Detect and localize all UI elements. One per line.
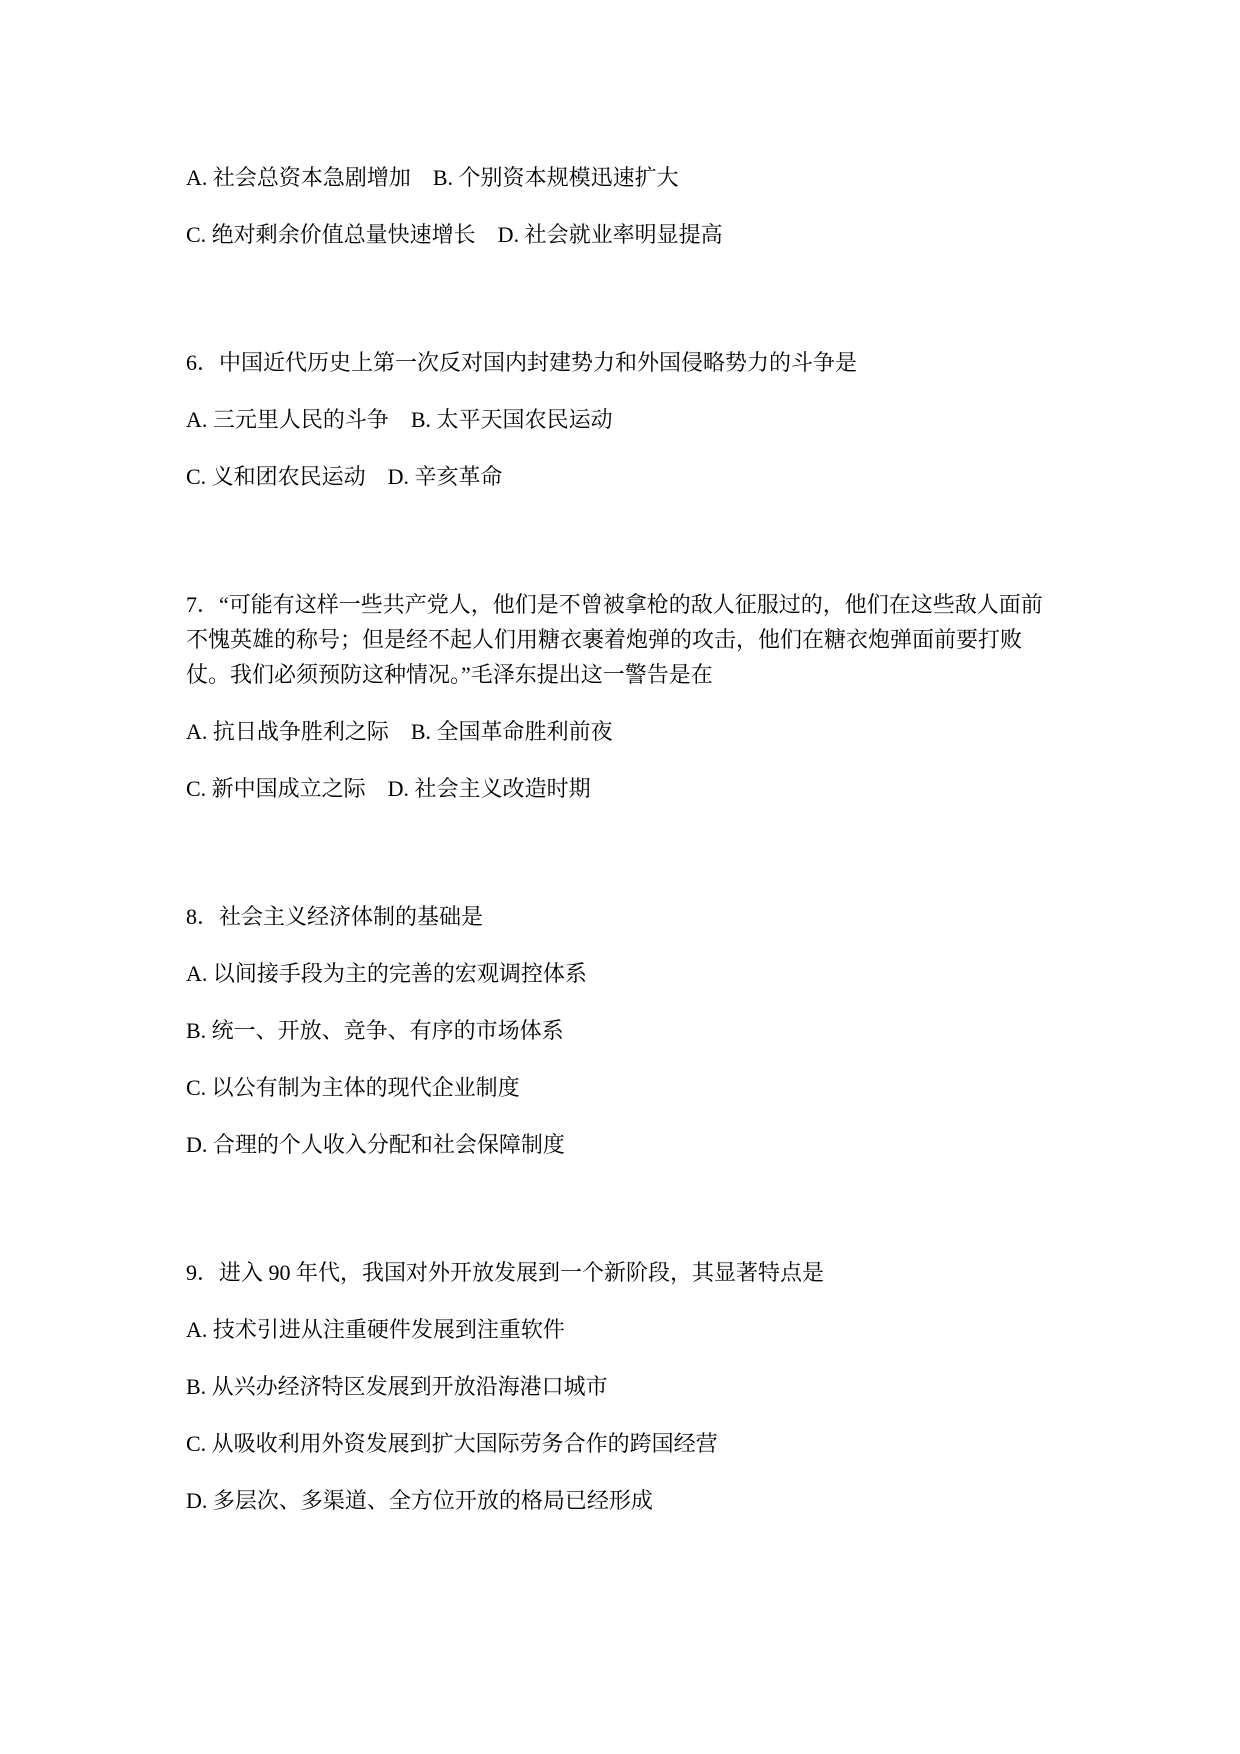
question-block-9: [186, 1255, 1060, 1518]
question-8-stem: 8．社会主义经济体制的基础是: [186, 904, 484, 929]
question-8-option-a: A. 以间接手段为主的完善的宏观调控体系: [186, 961, 587, 986]
question-9-option-a: A. 技术引进从注重硬件发展到注重软件: [186, 1317, 565, 1342]
question-9-option-c: C. 从吸收利用外资发展到扩大国际劳务合作的跨国经营: [186, 1431, 718, 1456]
question-6-option-line-ab: A. 三元里人民的斗争 B. 太平天国农民运动: [186, 407, 613, 432]
question-8-option-b: B. 统一、开放、竞争、有序的市场体系: [186, 1018, 564, 1043]
question-6-stem: 6．中国近代历史上第一次反对国内封建势力和外国侵略势力的斗争是: [186, 350, 858, 375]
question-9-stem: 9．进入 90 年代，我国对外开放发展到一个新阶段，其显著特点是: [186, 1260, 825, 1285]
question-7-stem: 7．“可能有这样一些共产党人，他们是不曾被拿枪的敌人征服过的，他们在这些敌人面前不愧英雄的称号；但是经不起人们用糖衣裹着炮弹的攻击，他们在糖衣炮弹面前要打败仗。我们必须预防这种情况。”毛泽东提出这一警告是在: [186, 592, 1043, 687]
question-9-option-b: B. 从兴办经济特区发展到开放沿海港口城市: [186, 1374, 608, 1399]
question-5-option-line-cd: C. 绝对剩余价值总量快速增长 D. 社会就业率明显提高: [186, 222, 723, 247]
question-9-option-d: D. 多层次、多渠道、全方位开放的格局已经形成: [186, 1488, 653, 1513]
question-8-option-c: C. 以公有制为主体的现代企业制度: [186, 1075, 520, 1100]
question-block-7: [186, 587, 1060, 806]
question-block-6: [186, 345, 1060, 494]
question-8-option-d: D. 合理的个人收入分配和社会保障制度: [186, 1132, 565, 1157]
question-6-option-line-cd: C. 义和团农民运动 D. 辛亥革命: [186, 464, 503, 489]
question-5-option-line-ab: A. 社会总资本急剧增加 B. 个别资本规模迅速扩大: [186, 165, 679, 190]
question-block-5-partial: [186, 160, 1060, 252]
question-7-option-line-cd: C. 新中国成立之际 D. 社会主义改造时期: [186, 776, 591, 801]
question-block-8: [186, 899, 1060, 1162]
question-7-option-line-ab: A. 抗日战争胜利之际 B. 全国革命胜利前夜: [186, 719, 613, 744]
